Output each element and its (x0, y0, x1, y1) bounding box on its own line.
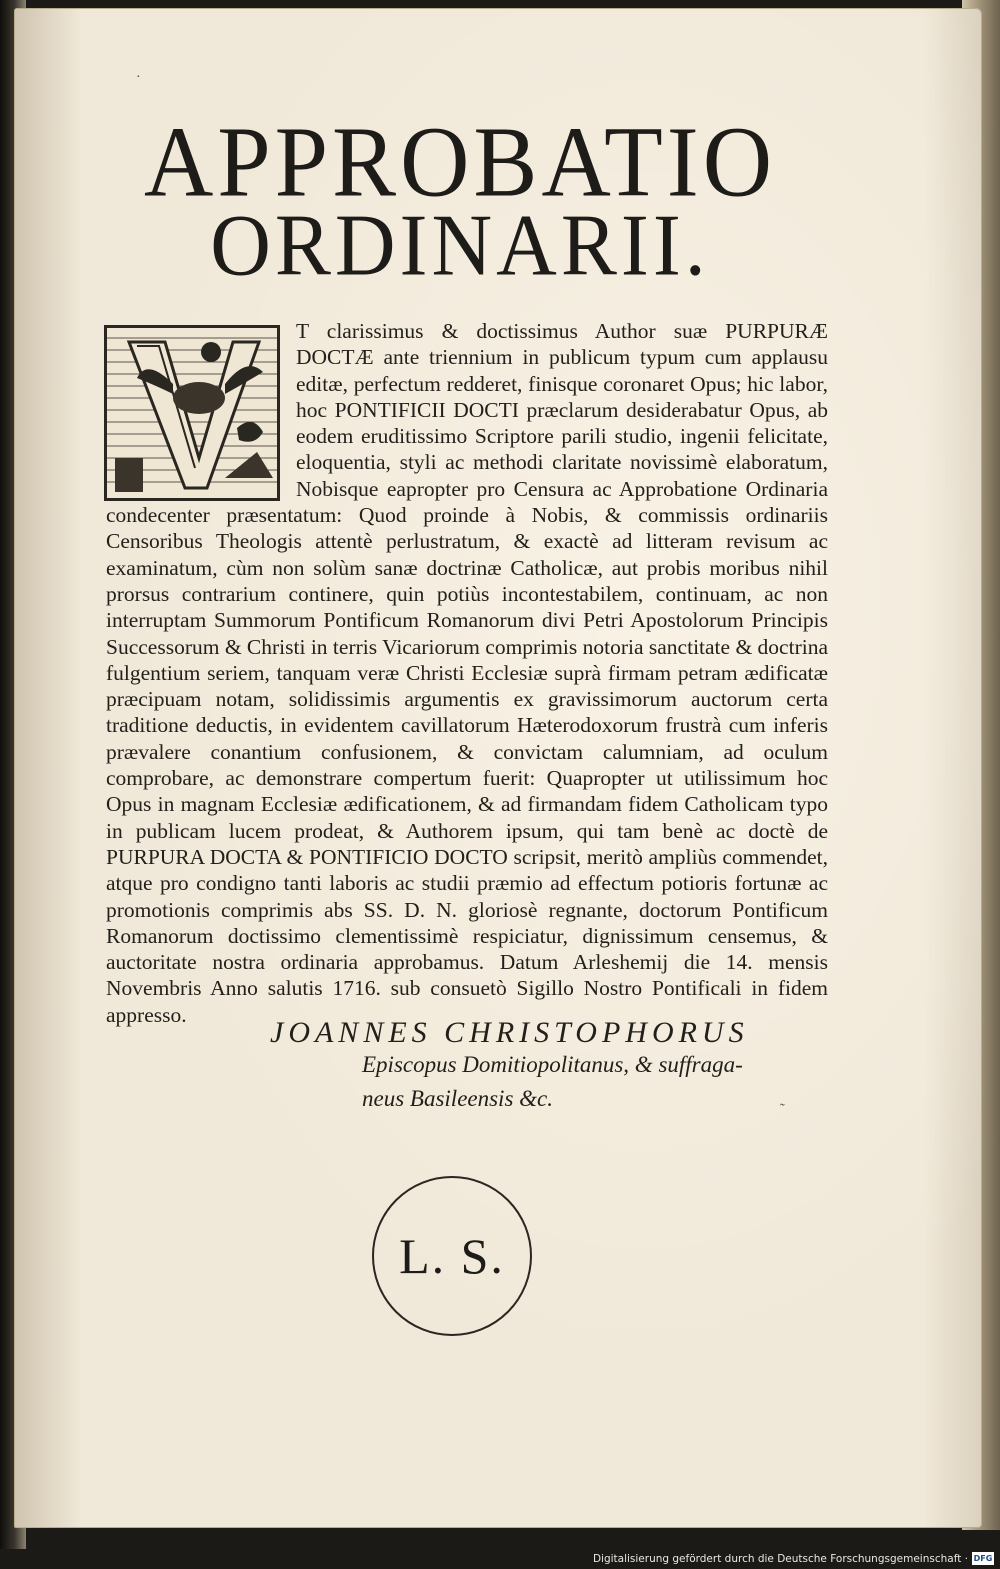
signature-title: Episcopus Domitiopolitanus, & suffraga- (362, 1052, 743, 1077)
drop-cap-spacer (106, 318, 286, 500)
seal-circle-icon (372, 1176, 532, 1336)
body-paragraph: T clarissimus & doctissimus Author suæ PURPURÆ DOCTÆ ante triennium in publicum typum cum applausu editæ, perfectum redderet, finisque coronaret Opus; hic labor, hoc PONTIFICII DOCTI præclarum desiderabatur Opus, ab eodem eruditissimo Scriptore parili studio, ingenii felicitate, eloquentia, styli ac methodi claritate novissimè elaboratum, Nobisque eapropter pro Censura ac Approbatione Ordinaria condecenter præsentatum: Quod proinde à Nobis, & commissis ordinariis Censoribus Theologis attentè perlustratum, & exactè ad litteram revisum ac examinatum, cùm non solùm sanæ doctrinæ Catholicæ, aut probis moribus nihil prorsus contrarium continere, quin potiùs incontestabilem, continuam, ac non interruptam Summorum Pontificum Romanorum divi Petri Apostolorum Principis Successorum & Christi in terris Vicariorum comprimis notoria sanctitate & doctrina fulgentium seriem, tanquam veræ Christi Ecclesiæ suprà firmam petram ædificatæ præcipuam notam, solidissimis argumentis ex gravissimorum auctorum certa traditione deductis, in evidentem cavillatorum Hæterodoxorum frustrà cum inferis prævalere conantium confusionem, & convictam calumniam, ad oculum comprobare, ac demonstrare compertum fuerit: Quapropter ut utilissimum hoc Opus in magnam Ecclesiæ ædificationem, & ad firmandam fidem Catholicam typo in publicam lucem prodeat, & Authorem ipsum, qui tam benè ac doctè de PURPURA DOCTA & PONTIFICIO DOCTO scripsit, meritò ampliùs commendet, atque pro condigno tanti laboris ac studii præmio ad effectum potioris fortunæ ac promotionis comprimis abs SS. D. N. gloriosè regnante, doctorum Pontificum Romanorum doctissimo clementissimè respiciatur, dignissimum censemus, & auctoritate nostra ordinaria approbamus. Datum Arleshemij die 14. mensis Novembris Anno salutis 1716. sub consuetò Sigillo Nostro Pontificali in fidem appresso. (106, 319, 828, 1027)
page-speck: ˷ (780, 1092, 785, 1107)
approbation-body-text (106, 318, 828, 1028)
seal-text: L. S. (399, 1228, 505, 1284)
signature-name: JOANNES CHRISTOPHORUS (270, 1016, 749, 1049)
page-speck: · (136, 70, 141, 85)
dfg-logo-icon: DFG (973, 1554, 993, 1563)
document-title-line-2: ORDINARII. (210, 196, 710, 295)
digitization-credit: Digitalisierung gefördert durch die Deutsche Forschungsgemeinschaft · (592, 1553, 968, 1565)
signature-title-continued: neus Basileensis &c. (362, 1086, 553, 1111)
document-title-line-1: APPROBATIO (143, 105, 777, 218)
